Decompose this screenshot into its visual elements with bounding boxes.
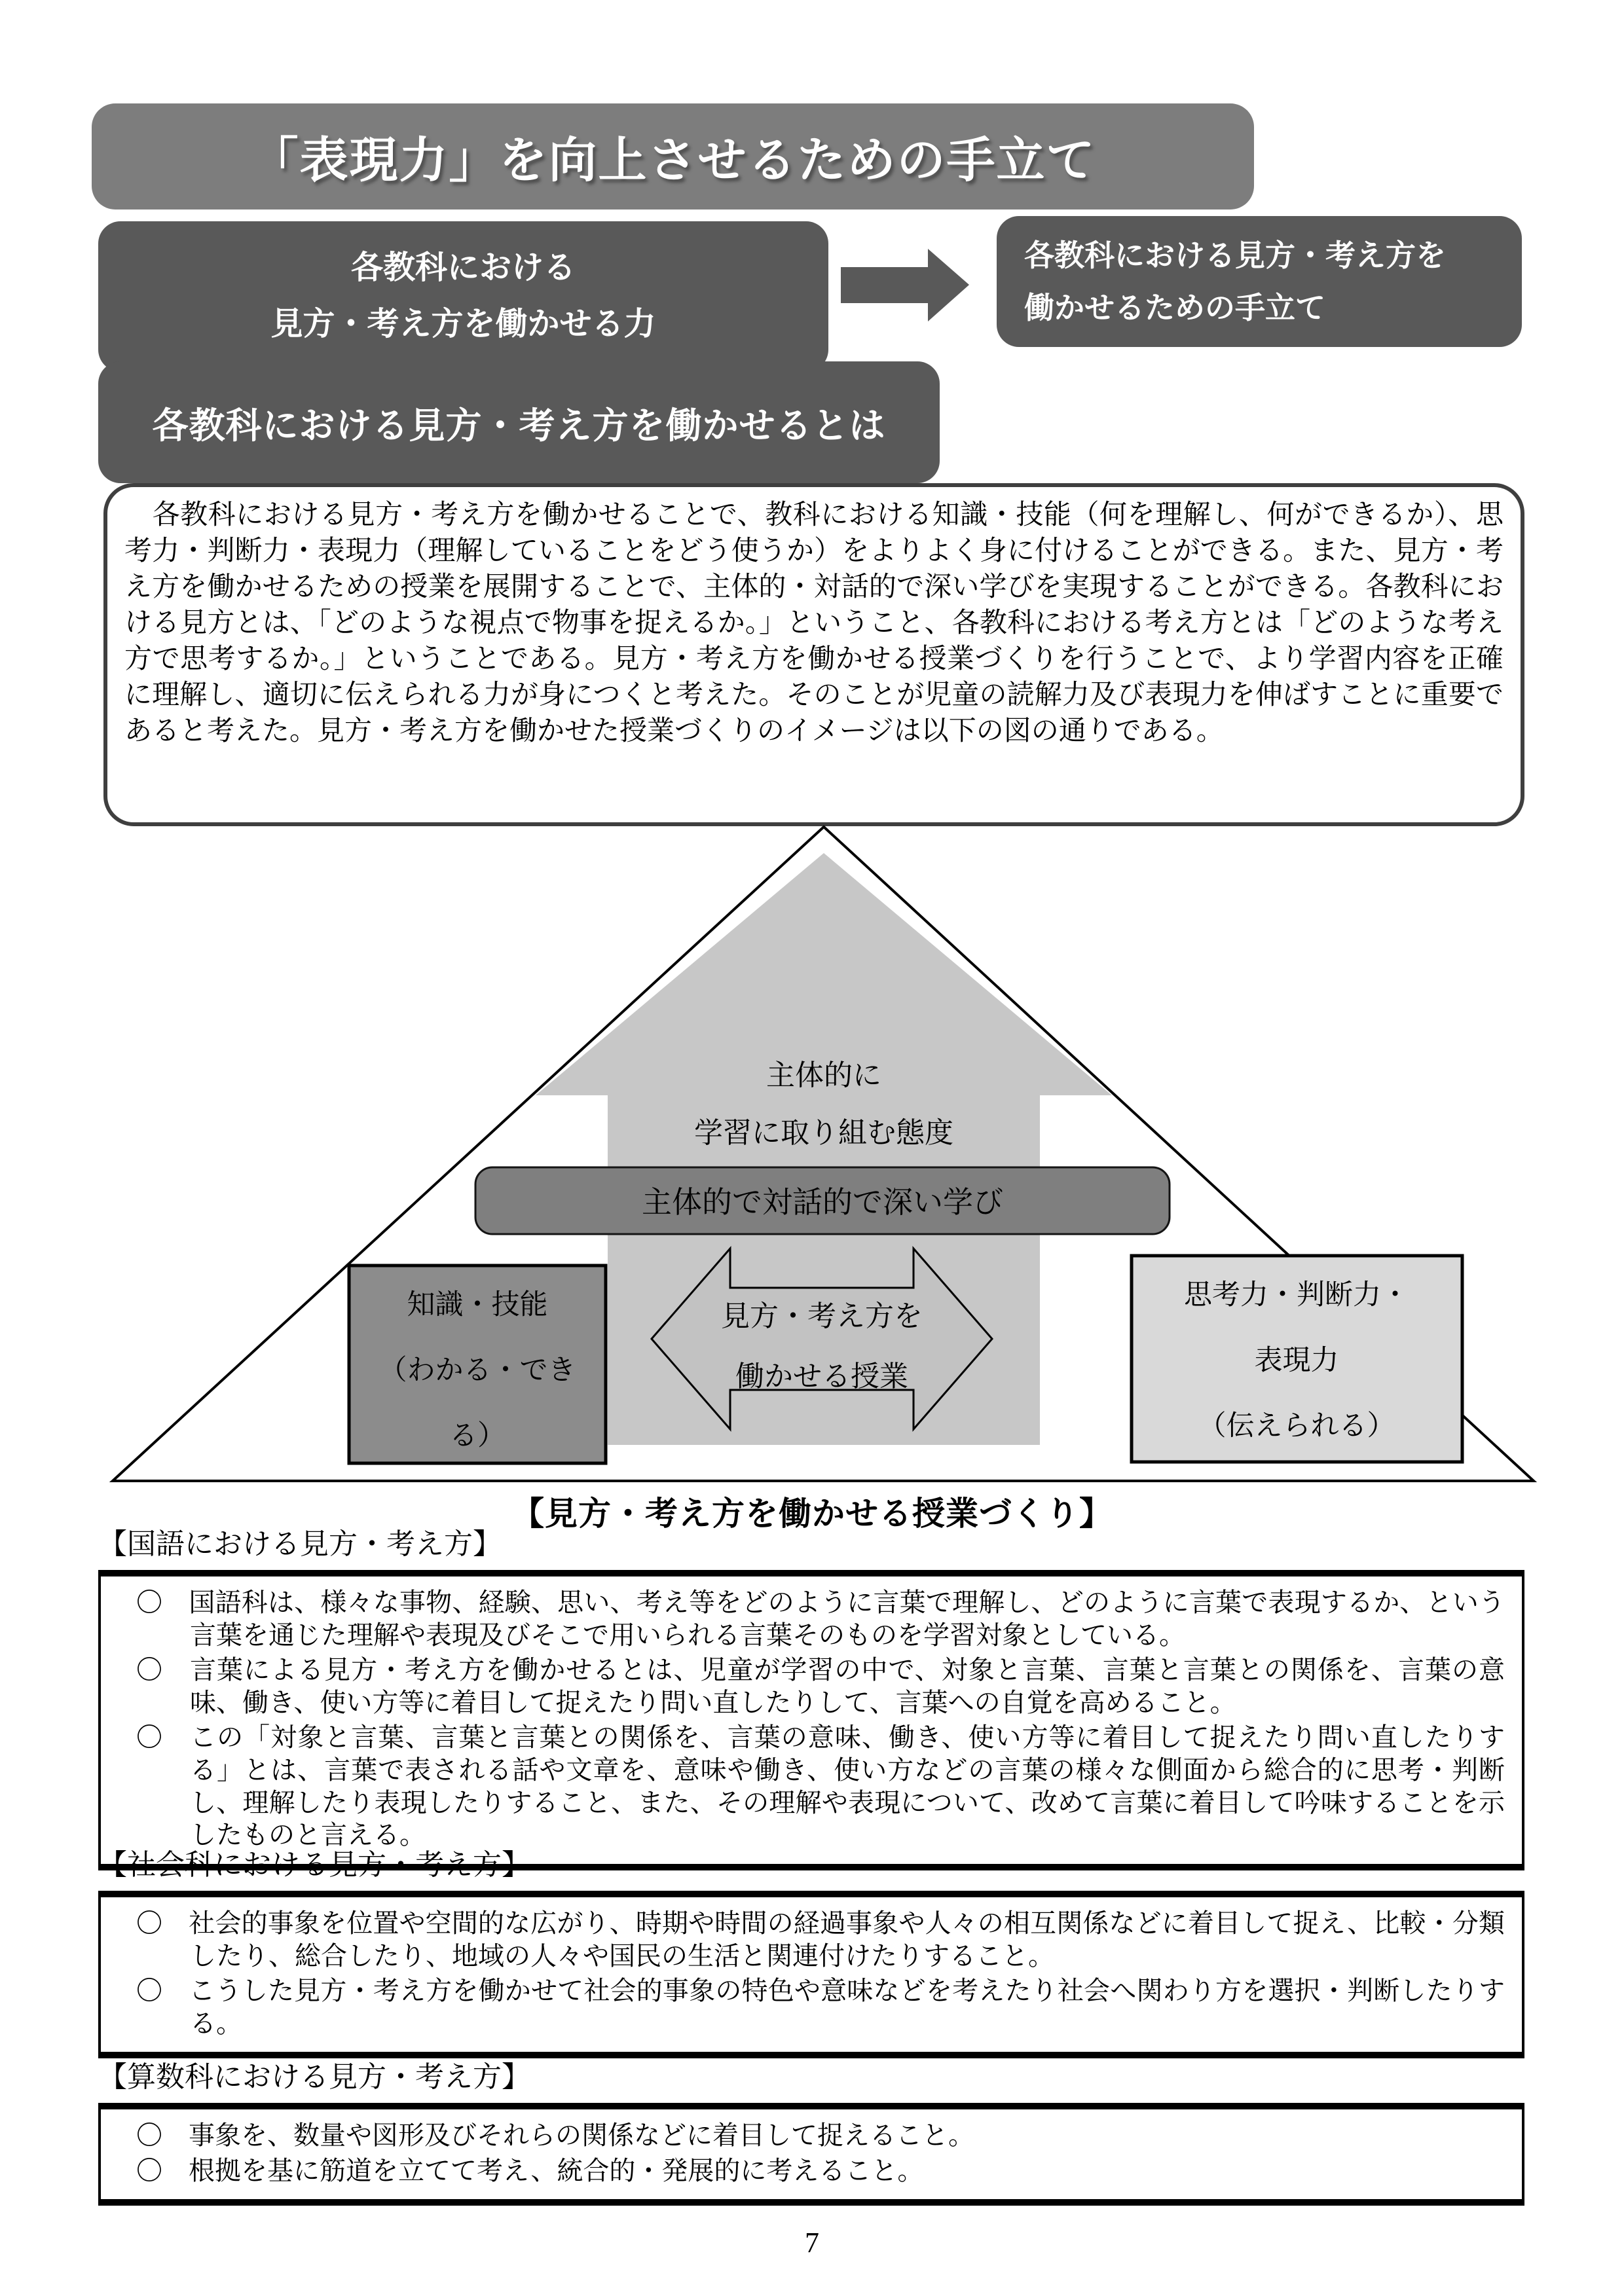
intro-paragraph: 各教科における見方・考え方を働かせることで、教科における知識・技能（何を理解し、何ができるか）、思考力・判断力・表現力（理解していることをどう使うか）をよりよく身に付けることができる。また、見方・考え方を働かせるための授業を展開することで、主体的・対話的で深い学びを実現することができる。各教科における見方とは、「どのような視点で物事を捉えるか。」ということ、各教科における考え方とは「どのような考え方で思考するか。」ということである。見方・考え方を働かせる授業づくりを行うことで、より学習内容を正確に理解し、適切に伝えられる力が身につくと考えた。そのことが児童の読解力及び表現力を伸ばすことに重要であると考えた。見方・考え方を働かせた授業づくりのイメージは以下の図の通りである。 (124, 499, 1504, 746)
title-banner (92, 103, 1254, 210)
section-heading-kokugo: 【国語における見方・考え方】 (98, 1528, 502, 1560)
section-box-kokugo (98, 1570, 1524, 1870)
attitude-label-line1: 主体的に (766, 1059, 881, 1091)
right-arrow-icon (840, 247, 970, 323)
section-box-shakai (98, 1891, 1524, 2058)
section-heading-shakai: 【社会科における見方・考え方】 (98, 1849, 530, 1881)
source-box-line1: 各教科における (350, 250, 576, 286)
section-box-sansu (98, 2103, 1524, 2206)
section-shakai (98, 1841, 1526, 2058)
source-box-line2: 見方・考え方を働かせる力 (270, 306, 656, 342)
bullet-item: 〇 根拠を基に筋道を立てて考え、統合的・発展的に考えること。 (136, 2156, 924, 2185)
bullet-item: 〇 言葉による見方・考え方を働かせるとは、児童が学習の中で、対象と言葉、言葉と言葉との関係を、言葉の意味、働き、使い方等に着目して捉えたり問い直したりして、言葉への自覚を高めること。 (136, 1656, 1505, 1717)
lesson-pyramid-diagram (0, 822, 1624, 1486)
subheading-box (98, 361, 940, 483)
bullet-item: 〇 事象を、数量や図形及びそれらの関係などに着目して捉えること。 (136, 2121, 974, 2150)
target-box (997, 216, 1522, 347)
section-heading-sansu: 【算数科における見方・考え方】 (98, 2061, 530, 2093)
lesson-label-line1: 見方・考え方を (721, 1300, 923, 1332)
knowledge-line3: る） (449, 1420, 506, 1451)
knowledge-line1: 知識・技能 (407, 1289, 548, 1321)
bullet-item: 〇 社会的事象を位置や空間的な広がり、時期や時間の経過事象や人々の相互関係などに着目して捉え、比較・分類したり、総合したり、地域の人々や国民の生活と関連付けたりすること。 (136, 1909, 1505, 1971)
target-box-line1: 各教科における見方・考え方を (1024, 238, 1446, 272)
source-box (98, 221, 828, 372)
subheading-title: 各教科における見方・考え方を働かせるとは (152, 405, 886, 446)
target-box-line2: 働かせるための手立て (1024, 291, 1325, 325)
thinking-line3: （伝えられる） (1198, 1410, 1395, 1442)
bullet-item: 〇 この「対象と言葉、言葉と言葉との関係を、言葉の意味、働き、使い方等に着目して捉えたり問い直したりする」とは、言葉で表される話や文章を、意味や働き、使い方などの言葉の様々な側面から総合的に思考・判断し、理解したり表現したりすること、また、その理解や表現について、改めて言葉に着目して吟味することを示したものと言える。 (136, 1723, 1505, 1850)
bullet-item: 〇 国語科は、様々な事物、経験、思い、考え等をどのように言葉で理解し、どのように言葉で表現するか、という言葉を通じた理解や表現及びそこで用いられる言葉そのものを学習対象としている。 (136, 1588, 1505, 1650)
intro-paragraph-box (103, 483, 1524, 826)
section-kokugo (98, 1520, 1526, 1870)
lesson-label-line2: 働かせる授業 (735, 1360, 908, 1393)
knowledge-line2: （わかる・でき (378, 1355, 576, 1386)
thinking-line2: 表現力 (1254, 1345, 1339, 1376)
page-number: 7 (805, 2227, 819, 2259)
bullet-item: 〇 こうした見方・考え方を働かせて社会的事象の特色や意味などを考えたり社会へ関わり方を選択・判断したりする。 (136, 1977, 1505, 2038)
attitude-label-line2: 学習に取り組む態度 (694, 1117, 953, 1149)
section-sansu (98, 2053, 1526, 2206)
thinking-line1: 思考力・判断力・ (1184, 1279, 1409, 1311)
diagram-caption: 【見方・考え方を働かせる授業づくり】 (511, 1495, 1113, 1532)
deep-learning-label: 主体的で対話的で深い学び (642, 1185, 1003, 1219)
page-title: 「表現力」を向上させるための手立て (249, 133, 1096, 187)
